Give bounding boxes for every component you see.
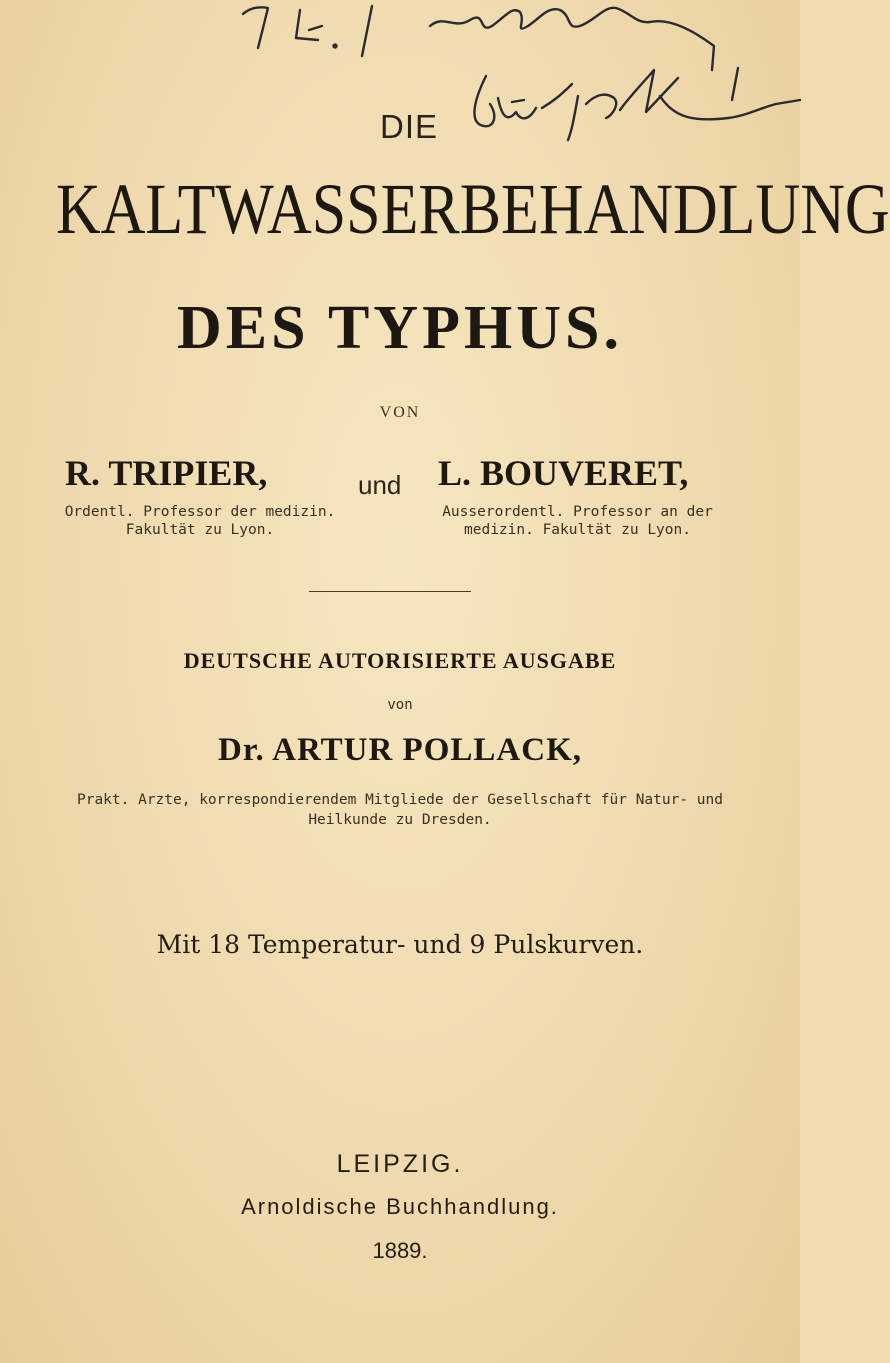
author-affiliation-bouveret — [405, 503, 750, 539]
editor-name: Dr. ARTUR POLLACK, — [218, 732, 582, 768]
editor-affiliation: Prakt. Arzte, korrespondierendem Mitgliede der Gesellschaft für Natur- und Heilkunde zu Dresden. — [76, 792, 723, 828]
affiliation-line: Ausserordentl. Professor an der — [442, 504, 713, 520]
author-conjunction: und — [358, 470, 402, 500]
affiliation-line: Fakultät zu Lyon. — [125, 522, 275, 538]
main-title: KALTWASSERBEHANDLUNG — [56, 169, 890, 249]
imprint-publisher: Arnoldische Buchhandlung. — [241, 1194, 559, 1219]
sub-title: DES TYPHUS. — [177, 294, 623, 362]
author-name-tripier: R. TRIPIER, — [65, 453, 268, 493]
author-affiliation-tripier — [50, 503, 350, 539]
author-name-bouveret: L. BOUVERET, — [438, 453, 689, 493]
affiliation-line: Ordentl. Professor der medizin. — [64, 504, 336, 520]
edition-note: DEUTSCHE AUTORISIERTE AUSGABE — [183, 648, 617, 673]
edition-by-label: von — [387, 697, 413, 713]
divider-rule — [309, 591, 471, 592]
imprint-city: LEIPZIG. — [336, 1150, 464, 1178]
affiliation-line: medizin. Fakultät zu Lyon. — [464, 522, 691, 538]
imprint-year: 1889. — [372, 1238, 428, 1263]
illustrations-note: Mit 18 Temperatur- und 9 Pulskurven. — [156, 930, 644, 959]
by-label: VON — [379, 404, 421, 421]
title-prefix: DIE — [380, 108, 439, 145]
